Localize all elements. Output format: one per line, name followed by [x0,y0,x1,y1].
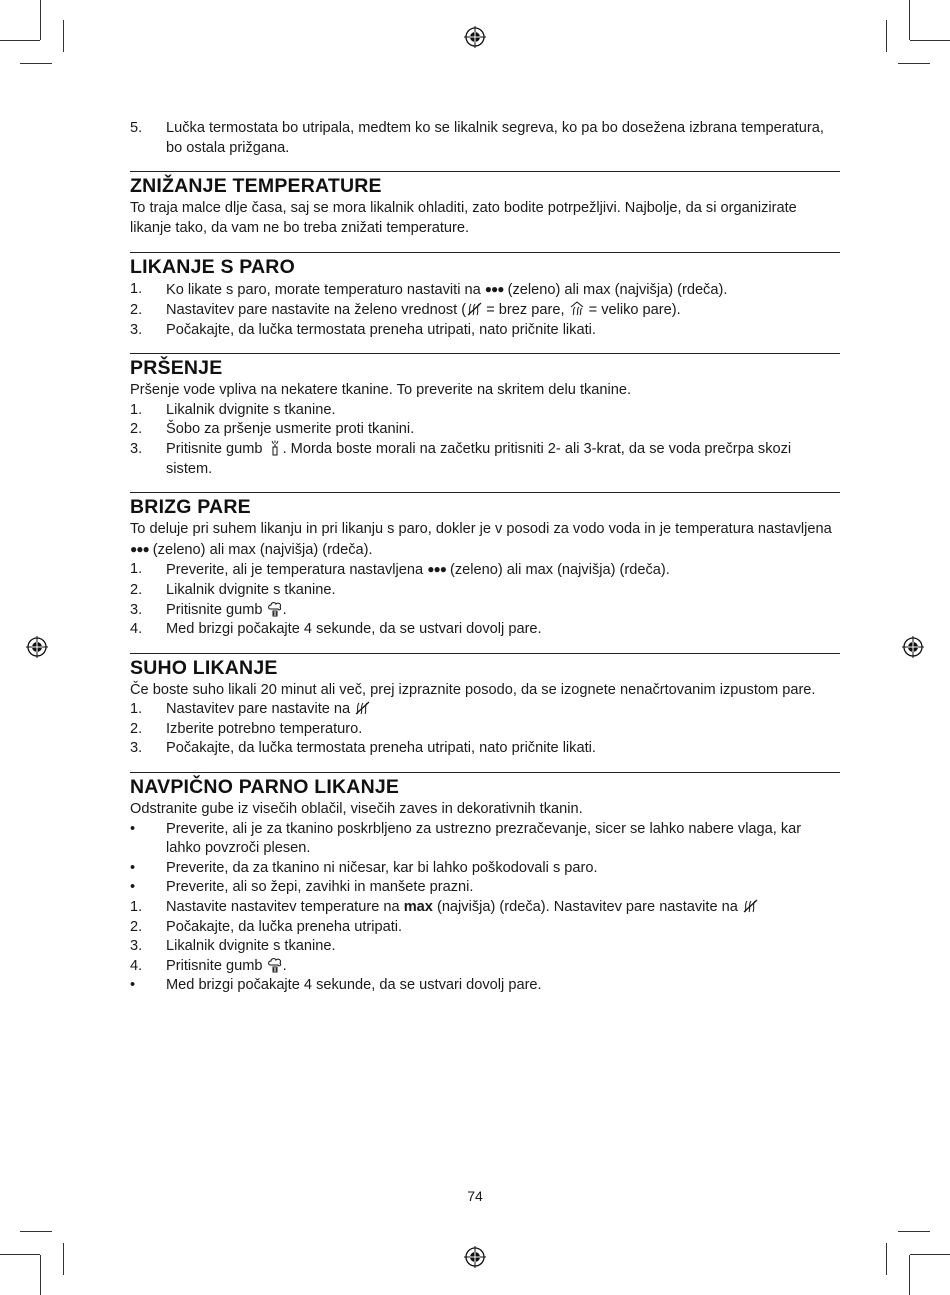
list-item-text: Preverite, da za tkanino ni ničesar, kar bi lahko poškodovali s paro. [166,859,598,876]
list-marker: 4. [130,957,143,974]
list-item-text: Med brizgi počakajte 4 sekunde, da se ustvari dovolj pare. [166,977,542,994]
list-item-text: Preverite, ali je temperatura nastavljena [166,562,428,579]
paragraph-text: To deluje pri suhem likanju in pri likanju s paro, dokler je v posodi za vodo voda in je temperatura nastavljena [130,521,832,538]
max-steam-icon [569,301,585,317]
bullet-marker: • [130,879,136,896]
list-item [130,937,840,957]
section-divider [130,653,840,654]
section-heading: PRŠENJE [130,357,223,380]
list-item-text: Preverite, ali so žepi, zavihki in manšete prazni. [166,879,474,896]
list-item [130,957,840,977]
registration-mark-icon [26,636,48,658]
crop-mark [40,0,41,40]
list-item-text: Šobo za pršenje usmerite proti tkanini. [166,421,415,438]
section-likanje-s-paro [130,252,840,340]
paragraph-text: (zeleno) ali max (najvišja) (rdeča). [148,541,373,558]
crop-mark [909,1255,910,1295]
section-heading: SUHO LIKANJE [130,656,278,679]
list-item [130,620,840,640]
section-paragraph [130,520,840,560]
section-heading: BRIZG PARE [130,496,251,519]
crop-mark [898,63,930,64]
section-divider [130,252,840,253]
list-item [130,700,840,720]
section-paragraph: To traja malce dlje časa, saj se mora likalnik ohladiti, zato bodite potrpežljivi. Najbolje, da si organizirate likanje tako, da vam ne bo treba znižati temperature. [130,200,797,236]
list-item [130,720,840,740]
list-item-text: Likalnik dvignite s tkanine. [166,938,336,955]
list-item-text: Likalnik dvignite s tkanine. [166,581,336,598]
list-item-text: Nastavitev pare nastavite na želeno vrednost ( [166,301,467,318]
list-item [130,560,840,581]
crop-mark [40,1255,41,1295]
list-marker: 2. [130,421,143,438]
crop-mark [20,63,52,64]
list-marker: 3. [130,938,143,955]
steam-burst-button-icon [267,957,283,973]
no-steam-icon [354,700,370,716]
list-marker: 2. [130,301,143,318]
no-steam-icon [466,301,482,317]
list-item-text: Pritisnite gumb [166,440,267,457]
list-item-text: Nastavite nastavitev temperature na [166,899,404,916]
list-item-text: Izberite potrebno temperaturo. [166,720,363,737]
crop-mark [886,20,887,52]
section-navpicno-parno-likanje [130,772,840,996]
list-item-text: Likalnik dvignite s tkanine. [166,401,336,418]
list-item-text: . [282,601,287,618]
section-paragraph: Če boste suho likali 20 minut ali več, prej izpraznite posodo, da se izognete nenačrtovanim izpustom pare. [130,681,816,698]
section-heading: ZNIŽANJE TEMPERATURE [130,175,382,198]
list-item [130,420,840,440]
section-heading: LIKANJE S PARO [130,256,295,279]
crop-mark [20,1231,52,1232]
crop-mark [886,1243,887,1275]
list-item [130,739,840,759]
list-marker: 1. [130,701,143,718]
section-paragraph: Odstranite gube iz visečih oblačil, visečih zaves in dekorativnih tkanin. [130,801,583,818]
steam-burst-button-icon [267,601,283,617]
temperature-dots-icon: ●●● [427,562,446,577]
list-item-text: = veliko pare). [584,301,681,318]
list-marker: 3. [130,601,143,618]
list-item-text: (najvišja) (rdeča). Nastavitev pare nastavite na [432,899,742,916]
list-item-text: Med brizgi počakajte 4 sekunde, da se ustvari dovolj pare. [166,621,542,638]
section-znizanje-temperature [130,171,840,238]
list-marker: 1. [130,401,143,418]
section-brizg-pare [130,492,840,640]
list-item [130,601,840,621]
section-suho-likanje [130,653,840,759]
list-item [130,321,840,341]
list-item [130,581,840,601]
list-marker: 3. [130,321,143,338]
list-item [130,440,840,479]
list-item-text: (zeleno) ali max (najvišja) (rdeča). [503,282,728,299]
list-item-text: Počakajte, da lučka termostata preneha utripati, nato pričnite likati. [166,321,596,338]
crop-mark [910,40,950,41]
list-item [130,119,840,158]
list-marker: 1. [130,899,143,916]
section-divider [130,772,840,773]
list-marker: 4. [130,621,143,638]
crop-mark [63,1243,64,1275]
list-item-text: Nastavitev pare nastavite na [166,701,355,718]
crop-mark [0,1254,40,1255]
section-prsenje [130,353,840,479]
list-item-text: . Morda boste morali na začetku pritisniti 2- ali 3-krat, da se voda prečrpa skozi sistem. [166,440,792,477]
bullet-marker: • [130,977,136,994]
crop-mark [63,20,64,52]
list-item-text: Preverite, ali je za tkanino poskrbljeno za ustrezno prezračevanje, sicer se lahko nabere vlaga, kar lahko povzroči plesen. [166,820,802,857]
list-marker: 1. [130,561,143,578]
list-item-text: Počakajte, da lučka termostata preneha utripati, nato pričnite likati. [166,740,596,757]
document-body [130,119,840,996]
bullet-item [130,976,840,996]
registration-mark-icon [464,1246,486,1268]
registration-mark-icon [902,636,924,658]
list-item [130,898,840,918]
crop-mark [910,1254,950,1255]
crop-mark [898,1231,930,1232]
list-marker: 1. [130,281,143,298]
list-item [130,280,840,301]
list-item [130,301,840,321]
list-item [130,401,840,421]
list-item [130,918,840,938]
bullet-marker: • [130,820,136,837]
list-marker: 3. [130,440,143,457]
spray-button-icon [267,440,283,456]
list-item-text: Lučka termostata bo utripala, medtem ko se likalnik segreva, ko pa bo dosežena izbrana temperatura, bo ostala prižgana. [166,120,824,156]
crop-mark [909,0,910,40]
list-item-text: Ko likate s paro, morate temperaturo nastaviti na [166,282,485,299]
bullet-item [130,820,840,859]
list-item-text: Pritisnite gumb [166,957,267,974]
list-item-bold-text: max [403,899,433,916]
section-paragraph: Pršenje vode vpliva na nekatere tkanine. To preverite na skritem delu tkanine. [130,382,632,399]
list-item-text: (zeleno) ali max (najvišja) (rdeča). [445,562,670,579]
bullet-item [130,878,840,898]
bullet-marker: • [130,859,136,876]
list-item-text: = brez pare, [482,301,569,318]
list-item-text: . [282,957,287,974]
list-marker: 2. [130,720,143,737]
section-divider [130,492,840,493]
list-marker: 5. [130,120,143,136]
bullet-item [130,859,840,879]
section-heading: NAVPIČNO PARNO LIKANJE [130,776,400,799]
temperature-dots-icon: ●●● [130,541,149,556]
page-number: 74 [467,1188,483,1204]
section-divider [130,353,840,354]
temperature-dots-icon: ●●● [484,282,504,297]
crop-mark [0,40,40,41]
list-item-text: Počakajte, da lučka preneha utripati. [166,918,403,935]
section-divider [130,171,840,172]
list-marker: 2. [130,581,143,598]
list-marker: 3. [130,740,143,757]
list-item-text: Pritisnite gumb [166,601,267,618]
list-marker: 2. [130,918,143,935]
no-steam-icon [742,898,758,914]
registration-mark-icon [464,26,486,48]
